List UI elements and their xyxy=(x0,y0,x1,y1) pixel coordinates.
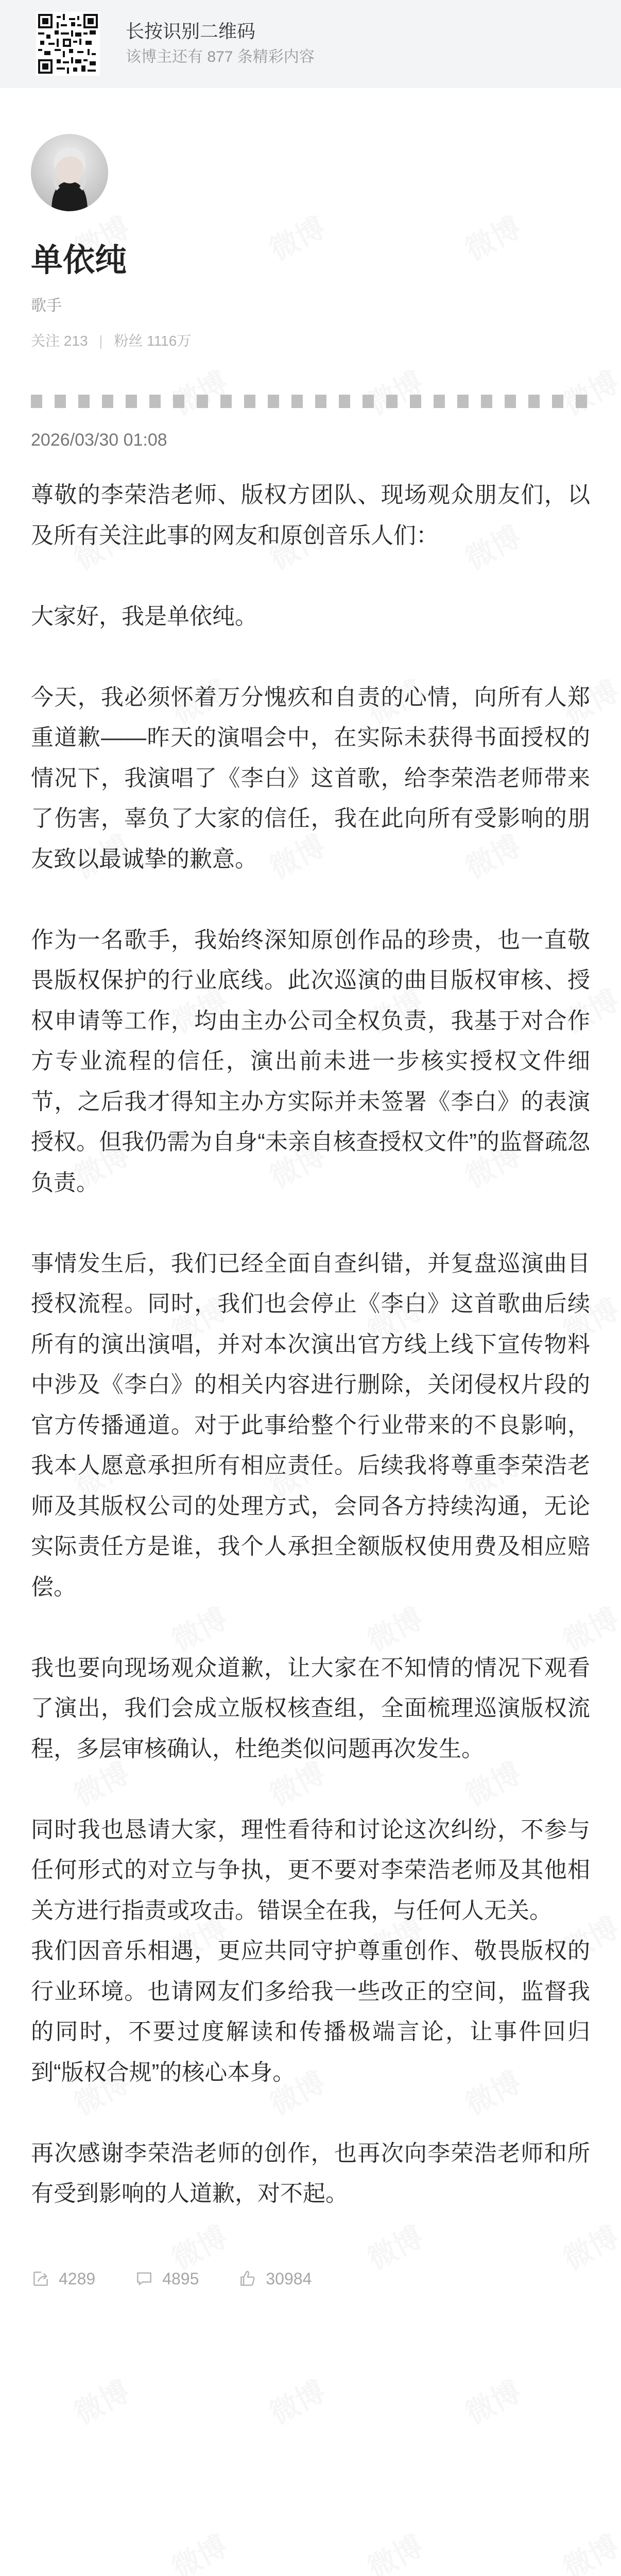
watermark-text xyxy=(359,2523,429,2576)
post-paragraph: 尊敬的李荣浩老师、版权方团队、现场观众朋友们，以及所有关注此事的网友和原创音乐人们： xyxy=(31,482,590,548)
post-paragraph: 再次感谢李荣浩老师的创作，也再次向李荣浩老师和所有受到影响的人道歉，对不起。 xyxy=(31,2140,590,2206)
post-paragraph: 今天，我必须怀着万分愧疚和自责的心情，向所有人郑重道歉——昨天的演唱会中，在实际未获得书面授权的情况下，我演唱了《李白》这首歌，给李荣浩老师带来了伤害，辜负了大家的信任，我在此向所有受影响的朋友致以最诚挚的歉意。 xyxy=(31,684,590,872)
post-body xyxy=(0,454,621,2214)
avatar[interactable] xyxy=(31,134,108,211)
author-name[interactable]: 单依纯 xyxy=(31,243,127,278)
banner-subtitle: 该博主还有 877 条精彩内容 xyxy=(126,48,315,65)
post-date: 2026/03/30 01:08 xyxy=(31,430,167,450)
comment-icon xyxy=(134,2269,154,2289)
comment-button[interactable] xyxy=(134,2269,199,2289)
author-stats xyxy=(31,331,590,351)
stats-separator: | xyxy=(99,333,103,349)
like-count: 30984 xyxy=(266,2269,312,2288)
watermark-text xyxy=(555,2523,621,2576)
watermark-text xyxy=(66,2369,136,2432)
fans-count: 1116万 xyxy=(147,333,192,349)
watermark-text xyxy=(457,2369,527,2432)
post-paragraph: 作为一名歌手，我始终深知原创作品的珍贵，也一直敬畏版权保护的行业底线。此次巡演的曲目版权审核、授权申请等工作，均由主办公司全权负责，我基于对合作方专业流程的信任，演出前未进一步核实授权文件细节，之后我才得知主办方实际并未签署《李白》的表演授权。但我仍需为自身“未亲自核查授权文件”的监督疏忽负责。 xyxy=(31,927,590,1195)
fans-label: 粉丝 xyxy=(114,333,143,349)
repost-count: 4289 xyxy=(59,2269,96,2288)
post-paragraph: 我们因音乐相遇，更应共同守护尊重创作、敬畏版权的行业环境。也请网友们多给我一些改正的空间，监督我的同时，不要过度解读和传播极端言论，让事件回归到“版权合规”的核心本身。 xyxy=(31,1938,590,2085)
follow-label: 关注 xyxy=(31,333,60,349)
watermark-text xyxy=(262,2369,332,2432)
banner-title: 长按识别二维码 xyxy=(126,20,256,42)
post-paragraph: 事情发生后，我们已经全面自查纠错，并复盘巡演曲目授权流程。同时，我们也会停止《李白》这首歌曲后续所有的演出演唱，并对本次演出官方线上线下宣传物料中涉及《李白》的相关内容进行删除，关闭侵权片段的官方传播通道。对于此事给整个行业带来的不良影响，我本人愿意承担所有相应责任。后续我将尊重李荣浩老师及其版权公司的处理方式，会同各方持续沟通，无论实际责任方是谁，我个人承担全额版权使用费及相应赔偿。 xyxy=(31,1250,590,1600)
dashed-divider xyxy=(31,395,590,408)
author-title: 歌手 xyxy=(31,297,62,314)
post-paragraph: 同时我也恳请大家，理性看待和讨论这次纠纷，不参与任何形式的对立与争执，更不要对李荣浩老师及其他相关方进行指责或攻击。错误全在我，与任何人无关。 xyxy=(31,1817,590,1923)
post-paragraph: 大家好，我是单依纯。 xyxy=(31,603,257,629)
repost-button[interactable] xyxy=(31,2269,95,2289)
post-paragraph: 我也要向现场观众道歉，让大家在不知情的情况下观看了演出，我们会成立版权核查组，全面梳理巡演版权流程，多层审核确认，杜绝类似问题再次发生。 xyxy=(31,1655,590,1761)
banner-text xyxy=(126,18,315,70)
like-button[interactable] xyxy=(238,2269,312,2289)
follow-count: 213 xyxy=(63,333,88,349)
qr-code-icon xyxy=(36,12,100,76)
repost-icon xyxy=(31,2269,50,2289)
action-bar xyxy=(0,2255,621,2297)
author-section xyxy=(0,88,621,351)
top-qr-banner[interactable] xyxy=(0,0,621,88)
watermark-text xyxy=(164,2523,234,2576)
like-icon xyxy=(238,2269,257,2289)
comment-count: 4895 xyxy=(162,2269,199,2288)
